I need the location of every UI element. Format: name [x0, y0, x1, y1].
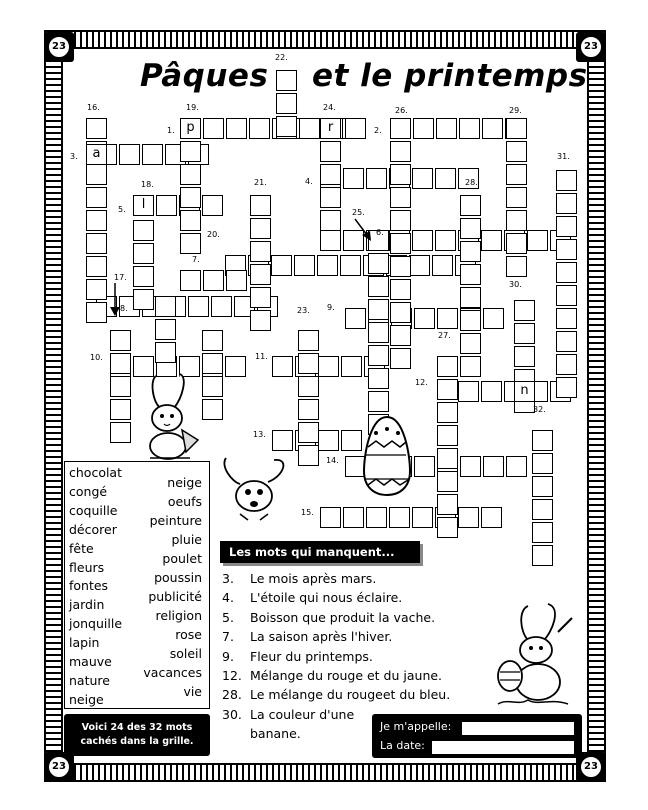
grid-cell[interactable] [202, 376, 223, 397]
clue-number: 3. [222, 571, 234, 586]
word-list-item: fleurs [69, 559, 105, 575]
grid-number: 7. [192, 255, 200, 264]
date-label: La date: [380, 739, 425, 752]
grid-cell[interactable] [276, 70, 297, 91]
grid-number: 24. [323, 103, 336, 112]
grid-cell[interactable] [203, 118, 224, 139]
grid-cell[interactable] [556, 193, 577, 214]
grid-number: 17. [114, 273, 127, 282]
name-label: Je m'appelle: [380, 720, 452, 733]
grid-cell[interactable] [412, 507, 433, 528]
clue-text: Boisson que produit la vache. [250, 609, 436, 625]
grid-cell[interactable] [155, 296, 176, 317]
grid-cell[interactable] [390, 325, 411, 346]
word-list-item: pluie [171, 532, 202, 547]
grid-cell[interactable] [133, 289, 154, 310]
clue-item [222, 571, 376, 586]
grid-cell[interactable] [556, 285, 577, 306]
grid-cell[interactable] [368, 345, 389, 366]
page-number: 23 [580, 756, 602, 778]
word-list-item: mauve [69, 654, 112, 669]
grid-cell[interactable] [412, 168, 433, 189]
grid-number: 6. [376, 228, 384, 237]
grid-cell[interactable] [180, 141, 201, 162]
word-list-item: fête [69, 540, 94, 556]
grid-cell[interactable] [345, 118, 366, 139]
grid-cell[interactable] [133, 220, 154, 241]
grid-cell[interactable] [340, 255, 361, 276]
grid-cell[interactable] [460, 356, 481, 377]
grid-number: 31. [557, 152, 570, 161]
grid-cell[interactable] [180, 210, 201, 231]
word-list-item: soleil [169, 646, 202, 661]
grid-cell[interactable] [437, 471, 458, 492]
grid-number: 32. [533, 405, 546, 414]
grid-cell[interactable] [271, 255, 292, 276]
clue-text: Le mélange du rougeet du bleu. [250, 687, 451, 703]
grid-cell[interactable] [390, 141, 411, 162]
grid-number: 22. [275, 53, 288, 62]
border-stripe-left [46, 48, 61, 764]
grid-cell[interactable] [86, 118, 107, 139]
easter-egg-icon [362, 415, 412, 497]
bunny-painting-egg-icon [488, 602, 578, 710]
grid-cell[interactable] [272, 430, 293, 451]
date-input-line[interactable] [432, 741, 574, 754]
grid-cell[interactable] [250, 287, 271, 308]
grid-cell[interactable] [532, 476, 553, 497]
grid-cell[interactable] [390, 348, 411, 369]
grid-cell[interactable] [412, 230, 433, 251]
grid-cell[interactable] [298, 376, 319, 397]
grid-number: 12. [415, 378, 428, 387]
grid-cell[interactable] [250, 218, 271, 239]
grid-cell[interactable] [436, 118, 457, 139]
clue-number: 30. [222, 706, 242, 722]
grid-cell[interactable] [298, 422, 319, 443]
grid-number: 27. [438, 331, 451, 340]
grid-cell[interactable] [483, 308, 504, 329]
grid-cell[interactable] [366, 168, 387, 189]
page-number: 23 [580, 36, 602, 58]
grid-cell[interactable] [437, 308, 458, 329]
grid-cell[interactable] [483, 456, 504, 477]
grid-cell[interactable] [299, 118, 320, 139]
grid-cell[interactable] [460, 195, 481, 216]
grid-cell[interactable] [86, 233, 107, 254]
grid-cell[interactable] [318, 356, 339, 377]
grid-cell[interactable] [250, 195, 271, 216]
grid-cell[interactable] [506, 118, 527, 139]
name-input-line[interactable] [462, 722, 574, 735]
grid-cell[interactable] [86, 187, 107, 208]
grid-number: 30. [509, 280, 522, 289]
grid-cell[interactable] [556, 239, 577, 260]
grid-cell[interactable] [343, 168, 364, 189]
arrow-diagonal-icon [353, 218, 373, 242]
clue-text: Le mois après mars. [250, 571, 377, 586]
clue-item [222, 668, 442, 683]
border-stripe-bottom [62, 765, 588, 780]
clue-item [222, 629, 392, 644]
clue-item [222, 610, 435, 625]
grid-cell[interactable] [460, 456, 481, 477]
grid-cell[interactable] [390, 279, 411, 300]
clue-text: La saison après l'hiver. [250, 629, 393, 645]
grid-cell[interactable] [276, 93, 297, 114]
grid-cell[interactable] [460, 310, 481, 331]
grid-cell[interactable] [298, 399, 319, 420]
grid-number: 15. [301, 508, 314, 517]
grid-cell[interactable] [133, 243, 154, 264]
grid-cell[interactable] [202, 399, 223, 420]
clue-number: 12. [222, 668, 242, 683]
border-stripe-top [62, 32, 588, 47]
grid-cell[interactable] [366, 507, 387, 528]
arrow-down-icon [108, 283, 122, 317]
grid-cell[interactable] [110, 330, 131, 351]
word-list-item: poulet [162, 551, 202, 566]
grid-cell[interactable] [413, 118, 434, 139]
grid-cell[interactable] [506, 456, 527, 477]
grid-cell[interactable] [390, 256, 411, 277]
page-number: 23 [48, 756, 70, 778]
grid-cell[interactable] [86, 164, 107, 185]
grid-cell[interactable] [437, 448, 458, 469]
clue-item [222, 687, 450, 702]
clue-text: Fleur du printemps. [250, 648, 373, 664]
grid-cell[interactable] [155, 319, 176, 340]
grid-number: 28. [465, 178, 478, 187]
grid-cell[interactable] [458, 381, 479, 402]
grid-cell[interactable] [341, 430, 362, 451]
grid-cell[interactable] [298, 445, 319, 466]
clue-text: banane. [250, 726, 301, 742]
grid-number: 10. [90, 353, 103, 362]
grid-cell[interactable] [481, 230, 502, 251]
page-title-left: Pâques [140, 58, 269, 94]
grid-cell[interactable] [225, 356, 246, 377]
word-list-item: neige [69, 691, 104, 707]
grid-cell[interactable] [110, 353, 131, 374]
grid-cell[interactable] [133, 266, 154, 287]
grid-cell-given-letter[interactable]: a [86, 144, 107, 165]
grid-number: 5. [118, 205, 126, 214]
word-list-item: coquille [69, 502, 118, 518]
grid-cell[interactable] [532, 499, 553, 520]
grid-cell[interactable] [460, 241, 481, 262]
grid-number: 16. [87, 103, 100, 112]
word-list-item: chocolat [69, 465, 122, 480]
word-list-item: jonquille [69, 616, 123, 632]
grid-number: 21. [254, 178, 267, 187]
grid-cell[interactable] [506, 233, 527, 254]
grid-cell[interactable] [409, 255, 430, 276]
missing-words-title: Les mots qui manquent... [220, 541, 420, 563]
grid-cell[interactable] [110, 422, 131, 443]
grid-cell[interactable] [458, 507, 479, 528]
grid-cell[interactable] [294, 255, 315, 276]
grid-cell[interactable] [110, 399, 131, 420]
grid-cell[interactable] [514, 346, 535, 367]
grid-number: 4. [305, 177, 313, 186]
clue-number: 28. [222, 687, 242, 703]
grid-cell[interactable] [556, 308, 577, 329]
grid-cell[interactable] [249, 118, 270, 139]
grid-cell[interactable] [459, 118, 480, 139]
grid-cell[interactable] [368, 253, 389, 274]
grid-number: 9. [327, 303, 335, 312]
grid-cell[interactable] [506, 141, 527, 162]
grid-cell[interactable] [532, 522, 553, 543]
grid-number: 3. [70, 152, 78, 161]
grid-cell[interactable] [390, 210, 411, 231]
grid-cell[interactable] [390, 118, 411, 139]
word-count-note [64, 714, 210, 756]
grid-cell[interactable] [390, 187, 411, 208]
grid-cell[interactable] [156, 195, 177, 216]
word-list-item: poussin [154, 570, 202, 585]
word-list-box [64, 461, 210, 709]
grid-cell[interactable] [414, 308, 435, 329]
grid-cell[interactable] [320, 141, 341, 162]
grid-cell-given-letter[interactable]: n [514, 381, 535, 402]
grid-cell[interactable] [437, 425, 458, 446]
word-list-item: lapin [69, 635, 100, 651]
grid-cell[interactable] [482, 118, 503, 139]
word-list-item: oeufs [167, 494, 202, 509]
grid-cell[interactable] [435, 230, 456, 251]
grid-cell[interactable] [226, 270, 247, 291]
grid-cell[interactable] [532, 545, 553, 566]
grid-cell[interactable] [272, 356, 293, 377]
word-list-item: jardin [69, 597, 105, 613]
grid-cell[interactable] [556, 170, 577, 191]
clue-item [222, 726, 301, 741]
grid-cell[interactable] [298, 330, 319, 351]
grid-cell[interactable] [320, 507, 341, 528]
grid-cell[interactable] [414, 456, 435, 477]
clue-number: 5. [222, 609, 234, 625]
grid-cell[interactable] [506, 164, 527, 185]
grid-cell[interactable] [180, 164, 201, 185]
grid-cell[interactable] [556, 331, 577, 352]
grid-cell[interactable] [86, 302, 107, 323]
word-list-item: décorer [69, 521, 117, 537]
grid-cell[interactable] [532, 453, 553, 474]
grid-cell[interactable] [276, 116, 297, 137]
grid-number: 25. [352, 208, 365, 217]
grid-number: 23. [297, 306, 310, 315]
clue-text: Mélange du rouge et du jaune. [250, 668, 443, 683]
grid-cell[interactable] [460, 218, 481, 239]
grid-cell[interactable] [460, 333, 481, 354]
grid-cell[interactable] [437, 517, 458, 538]
grid-cell[interactable] [202, 353, 223, 374]
grid-cell[interactable] [368, 368, 389, 389]
grid-cell[interactable] [556, 354, 577, 375]
grid-cell[interactable] [437, 356, 458, 377]
grid-cell[interactable] [119, 144, 140, 165]
grid-cell[interactable] [437, 379, 458, 400]
grid-cell[interactable] [514, 323, 535, 344]
grid-cell[interactable] [432, 255, 453, 276]
grid-cell[interactable] [180, 187, 201, 208]
grid-cell[interactable] [390, 302, 411, 323]
grid-number: 1. [167, 126, 175, 135]
page-number: 23 [48, 36, 70, 58]
corner-badge-bottom-left [44, 752, 74, 782]
border-stripe-right [589, 48, 604, 764]
clue-number: 7. [222, 629, 234, 645]
bunny-icon [140, 372, 204, 462]
word-list-item: peinture [149, 513, 202, 528]
word-list-item: vacances [143, 665, 202, 680]
grid-cell[interactable] [211, 296, 232, 317]
grid-number: 14. [326, 456, 339, 465]
word-list-item: vie [183, 684, 202, 699]
grid-cell[interactable] [506, 210, 527, 231]
grid-cell-given-letter[interactable]: p [180, 118, 201, 139]
grid-cell[interactable] [202, 195, 223, 216]
name-date-box [372, 714, 582, 758]
grid-number: 19. [186, 103, 199, 112]
grid-cell[interactable] [506, 256, 527, 277]
grid-cell[interactable] [460, 264, 481, 285]
grid-number: 8. [120, 304, 128, 313]
grid-cell[interactable] [514, 300, 535, 321]
word-list-item: neige [167, 475, 202, 490]
word-list-item: publicité [148, 589, 202, 604]
grid-cell[interactable] [341, 356, 362, 377]
grid-cell[interactable] [86, 210, 107, 231]
grid-cell[interactable] [86, 256, 107, 277]
grid-cell[interactable] [368, 276, 389, 297]
grid-cell[interactable] [203, 270, 224, 291]
clue-item [222, 649, 373, 664]
grid-cell-given-letter[interactable]: r [320, 118, 341, 139]
grid-cell[interactable] [368, 322, 389, 343]
grid-cell[interactable] [320, 164, 341, 185]
grid-cell[interactable] [320, 187, 341, 208]
clue-text: L'étoile qui nous éclaire. [250, 590, 403, 606]
word-list-item: nature [69, 672, 110, 688]
word-list-item: fontes [69, 578, 109, 594]
grid-cell[interactable] [532, 430, 553, 451]
grid-cell[interactable] [110, 376, 131, 397]
grid-cell[interactable] [389, 507, 410, 528]
grid-cell[interactable] [317, 255, 338, 276]
grid-cell[interactable] [250, 241, 271, 262]
grid-cell[interactable] [250, 310, 271, 331]
grid-cell[interactable] [343, 507, 364, 528]
grid-cell[interactable] [180, 270, 201, 291]
grid-cell[interactable] [390, 164, 411, 185]
grid-cell[interactable] [460, 287, 481, 308]
grid-cell[interactable] [320, 210, 341, 231]
clue-text: La couleur d'une [250, 706, 355, 722]
grid-cell[interactable] [320, 230, 341, 251]
clue-item [222, 590, 402, 605]
word-count-note-line1: Voici 24 des 32 mots [81, 722, 193, 733]
corner-badge-top-left [44, 32, 74, 62]
word-list-item: congé [69, 483, 108, 499]
clue-item [222, 707, 354, 722]
grid-number: 2. [374, 126, 382, 135]
grid-cell[interactable] [481, 507, 502, 528]
grid-cell[interactable] [437, 402, 458, 423]
grid-cell[interactable] [368, 299, 389, 320]
word-list-item: rose [175, 627, 202, 642]
grid-number: 29. [509, 106, 522, 115]
grid-cell[interactable] [188, 296, 209, 317]
grid-cell[interactable] [226, 118, 247, 139]
grid-cell[interactable] [318, 430, 339, 451]
grid-cell[interactable] [390, 233, 411, 254]
bunny-head-icon [218, 452, 294, 524]
grid-number: 18. [141, 180, 154, 189]
grid-number: 11. [255, 352, 268, 361]
word-list-item: religion [155, 608, 202, 623]
grid-cell[interactable] [556, 262, 577, 283]
grid-cell[interactable] [250, 264, 271, 285]
grid-cell[interactable] [155, 342, 176, 363]
grid-cell[interactable] [506, 187, 527, 208]
grid-cell[interactable] [86, 279, 107, 300]
grid-cell[interactable] [437, 494, 458, 515]
word-count-note-line2: cachés dans la grille. [80, 736, 194, 747]
grid-cell[interactable] [556, 216, 577, 237]
grid-cell[interactable] [435, 168, 456, 189]
grid-cell-given-letter[interactable]: l [133, 195, 154, 216]
page-title-right: et le printemps [312, 58, 588, 94]
grid-cell[interactable] [298, 353, 319, 374]
grid-number: 13. [253, 430, 266, 439]
grid-number: 26. [395, 106, 408, 115]
grid-cell[interactable] [527, 230, 548, 251]
clue-number: 9. [222, 648, 234, 664]
grid-cell[interactable] [180, 233, 201, 254]
grid-number: 20. [207, 230, 220, 239]
grid-cell[interactable] [556, 377, 577, 398]
grid-cell[interactable] [142, 144, 163, 165]
grid-cell[interactable] [345, 308, 366, 329]
clue-number: 4. [222, 590, 234, 606]
grid-cell[interactable] [202, 330, 223, 351]
grid-cell[interactable] [481, 381, 502, 402]
grid-cell[interactable] [368, 391, 389, 412]
